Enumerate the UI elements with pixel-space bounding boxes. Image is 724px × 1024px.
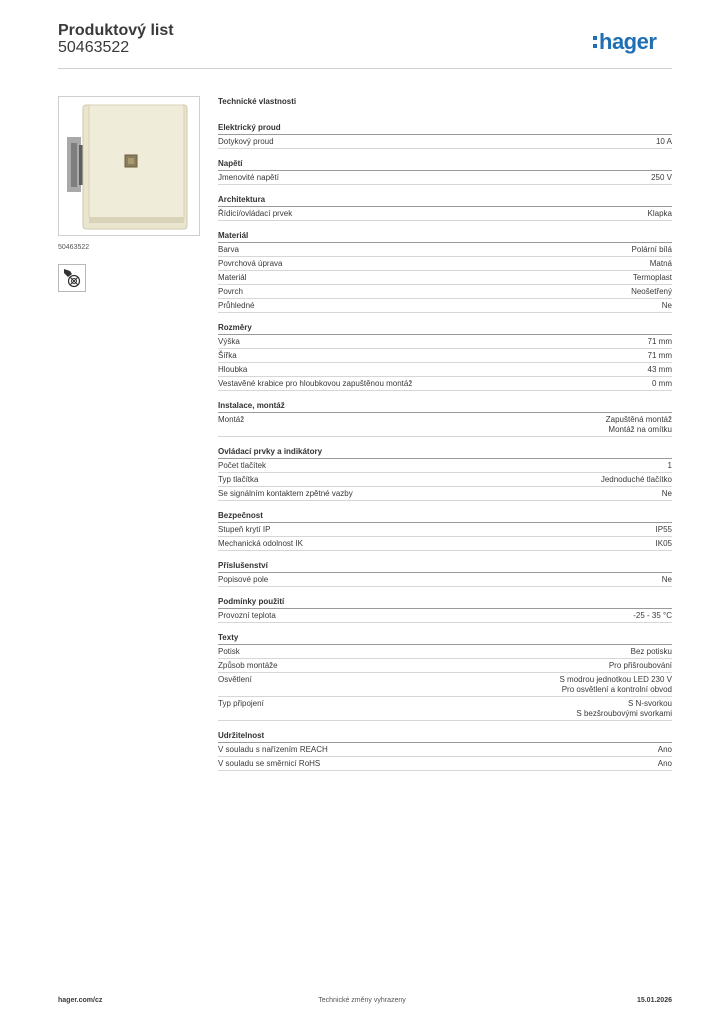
page-title: Produktový list — [58, 22, 174, 39]
logo-dot-top — [593, 36, 597, 40]
spec-value — [633, 273, 672, 283]
footer-website[interactable]: hager.com/cz — [58, 997, 103, 1004]
spec-row — [218, 537, 672, 551]
spec-section-title: Instalace, montáž — [218, 399, 672, 413]
spec-row — [218, 349, 672, 363]
spec-value-line: Ne — [661, 575, 672, 584]
disposal-symbol — [58, 264, 86, 292]
spec-label: Způsob montáže — [218, 661, 278, 670]
spec-row — [218, 757, 672, 771]
spec-value-line: 43 mm — [647, 365, 672, 374]
spec-value-line: S N-svorkou — [627, 699, 672, 708]
disposal-symbol-icon — [59, 265, 85, 291]
spec-section — [218, 121, 672, 149]
spec-row — [218, 135, 672, 149]
spec-value-line: 10 A — [655, 137, 672, 146]
spec-section-title: Architektura — [218, 193, 672, 207]
spec-value-line: 1 — [667, 461, 672, 470]
spec-label: Montáž — [218, 415, 245, 424]
spec-row — [218, 363, 672, 377]
spec-value — [631, 287, 672, 297]
spec-value-line: Polární bílá — [631, 245, 672, 254]
spec-label: Řídicí/ovládací prvek — [218, 209, 293, 218]
spec-value-line: Ano — [657, 745, 672, 754]
spec-value-line: IK05 — [655, 539, 672, 548]
spec-section-title: Příslušenství — [218, 559, 672, 573]
spec-section-title: Texty — [218, 631, 672, 645]
spec-value — [576, 699, 672, 719]
spec-section — [218, 193, 672, 221]
spec-label: Se signálním kontaktem zpětné vazby — [218, 489, 353, 498]
spec-label: Dotykový proud — [218, 137, 274, 146]
spec-row — [218, 609, 672, 623]
spec-value — [668, 461, 672, 471]
spec-label: Výška — [218, 337, 240, 346]
spec-value — [648, 209, 672, 219]
spec-value — [601, 475, 672, 485]
spec-label: Provozní teplota — [218, 611, 276, 620]
mount-bracket-inner — [71, 143, 77, 187]
spec-label: Materiál — [218, 273, 247, 282]
spec-section — [218, 631, 672, 721]
spec-value-line: 71 mm — [647, 337, 672, 346]
spec-row — [218, 243, 672, 257]
spec-value-line: 250 V — [651, 173, 672, 182]
spec-label: Počet tlačítek — [218, 461, 267, 470]
spec-value-line: Pro přišroubování — [608, 661, 672, 670]
spec-value — [631, 647, 672, 657]
spec-value-line: S bezšroubovými svorkami — [576, 709, 672, 718]
spec-label: Typ připojení — [218, 699, 264, 708]
spec-section-title: Podmínky použití — [218, 595, 672, 609]
spec-value-line: Zapuštěná montáž — [605, 415, 672, 424]
spec-section — [218, 157, 672, 185]
spec-section — [218, 729, 672, 771]
spec-label: Mechanická odolnost IK — [218, 539, 303, 548]
spec-label: Hloubka — [218, 365, 248, 374]
spec-row — [218, 659, 672, 673]
switch-product-image — [59, 97, 199, 235]
spec-value — [656, 539, 672, 549]
spec-row — [218, 473, 672, 487]
spec-section — [218, 595, 672, 623]
spec-label: V souladu se směrnicí RoHS — [218, 759, 321, 768]
spec-value-line: Ne — [661, 301, 672, 310]
spec-section — [218, 559, 672, 587]
spec-section-title: Rozměry — [218, 321, 672, 335]
footer-note: Technické změny vyhrazeny — [318, 997, 406, 1004]
spec-label: Povrch — [218, 287, 243, 296]
product-image-caption: 50463522 — [58, 244, 90, 251]
spec-label: Povrchová úprava — [218, 259, 283, 268]
spec-label: V souladu s nařízením REACH — [218, 745, 328, 754]
spec-section-title: Udržitelnost — [218, 729, 672, 743]
spec-row — [218, 285, 672, 299]
spec-row — [218, 523, 672, 537]
spec-label: Průhledné — [218, 301, 255, 310]
spec-row — [218, 413, 672, 437]
spec-value-line: Ne — [661, 489, 672, 498]
spec-value-line: -25 - 35 °C — [633, 611, 672, 620]
spec-value — [633, 611, 672, 621]
spec-label: Osvětlení — [218, 675, 252, 684]
product-image — [58, 96, 200, 236]
spec-value — [606, 415, 672, 435]
spec-value-line: Ano — [657, 759, 672, 768]
spec-value-line: 0 mm — [652, 379, 672, 388]
spec-section — [218, 321, 672, 391]
spec-row — [218, 335, 672, 349]
spec-row — [218, 573, 672, 587]
spec-row — [218, 673, 672, 697]
spec-value — [662, 489, 672, 499]
spec-label: Jmenovité napětí — [218, 173, 279, 182]
spec-value — [632, 245, 672, 255]
spec-row — [218, 645, 672, 659]
spec-value-line: 71 mm — [647, 351, 672, 360]
spec-value — [658, 745, 672, 755]
switch-bottom-edge — [89, 217, 184, 223]
spec-row — [218, 207, 672, 221]
spec-label: Potisk — [218, 647, 240, 656]
spec-section-title: Materiál — [218, 229, 672, 243]
spec-section-title: Ovládací prvky a indikátory — [218, 445, 672, 459]
spec-value — [656, 525, 672, 535]
spec-value — [656, 137, 672, 147]
spec-value-line: Neošetřený — [631, 287, 672, 296]
spec-value-line: Pro osvětlení a kontrolní obvod — [561, 685, 672, 694]
spec-label: Typ tlačítka — [218, 475, 259, 484]
spec-value — [648, 351, 672, 361]
header-divider — [58, 68, 672, 69]
spec-label: Stupeň krytí IP — [218, 525, 271, 534]
spec-row — [218, 257, 672, 271]
spec-value — [648, 365, 672, 375]
spec-section-title: Napětí — [218, 157, 672, 171]
spec-value — [651, 173, 672, 183]
spec-section — [218, 399, 672, 437]
spec-row — [218, 487, 672, 501]
logo-dot-bottom — [593, 44, 597, 48]
spec-row — [218, 271, 672, 285]
mount-bracket-edge — [79, 145, 83, 185]
spec-row — [218, 697, 672, 721]
spec-value-line: Klapka — [647, 209, 672, 218]
spec-section — [218, 229, 672, 313]
spec-row — [218, 171, 672, 185]
spec-sections — [218, 121, 672, 771]
spec-value-line: Termoplast — [632, 273, 672, 282]
spec-value — [648, 337, 672, 347]
spec-value — [652, 379, 672, 389]
spec-row — [218, 459, 672, 473]
footer-date: 15.01.2026 — [636, 997, 672, 1004]
spec-section — [218, 509, 672, 551]
specs-heading: Technické vlastnosti — [218, 97, 297, 106]
spec-row — [218, 299, 672, 313]
spec-row — [218, 377, 672, 391]
spec-label: Šířka — [218, 351, 237, 360]
spec-value — [658, 759, 672, 769]
product-number: 50463522 — [58, 39, 130, 56]
spec-value — [650, 259, 672, 269]
technical-specifications — [218, 97, 672, 779]
logo-text: hager — [599, 29, 657, 54]
spec-value — [662, 575, 672, 585]
spec-value-line: S modrou jednotkou LED 230 V — [559, 675, 672, 684]
spec-value-line: IP55 — [655, 525, 672, 534]
spec-section-title: Bezpečnost — [218, 509, 672, 523]
spec-value — [662, 301, 672, 311]
spec-value-line: Matná — [649, 259, 672, 268]
spec-section-title: Elektrický proud — [218, 121, 672, 135]
spec-value — [559, 675, 672, 695]
spec-value-line: Montáž na omítku — [608, 425, 672, 434]
spec-value — [609, 661, 672, 671]
spec-label: Barva — [218, 245, 239, 254]
spec-section — [218, 445, 672, 501]
indicator-window-inner — [128, 158, 134, 164]
spec-row — [218, 743, 672, 757]
spec-label: Vestavěné krabice pro hloubkovou zapuštěnou montáž — [218, 379, 413, 388]
spec-value-line: Bez potisku — [630, 647, 672, 656]
spec-value-line: Jednoduché tlačítko — [600, 475, 672, 484]
hager-logo — [592, 28, 672, 56]
spec-label: Popisové pole — [218, 575, 269, 584]
